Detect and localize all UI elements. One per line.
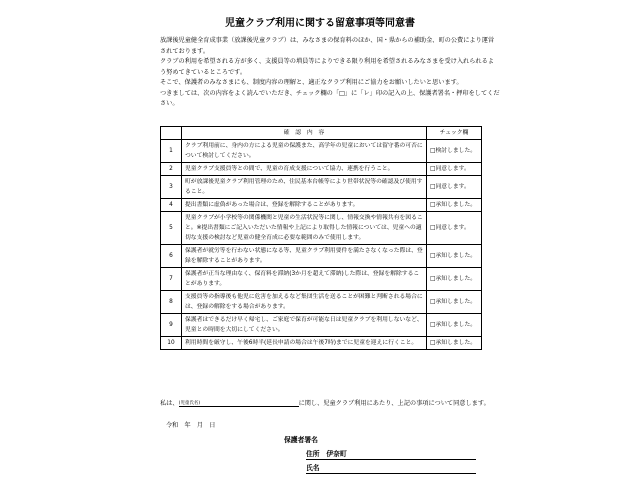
row-checkbox[interactable]: □承知しました。 [427,314,482,337]
row-number: 8 [161,291,182,314]
date-line: 令和 年 月 日 [166,422,216,429]
table-row [161,314,482,337]
row-number: 9 [161,314,182,337]
intro-paragraph: 放課後児童健全育成事業（放課後児童クラブ）は、みなさまの保育料のほか、国・県からの補助金、町の公費により運営されております。 [160,37,495,55]
table-header-row [161,127,482,140]
row-checkbox[interactable]: □同意します。 [427,212,482,245]
table-row [161,163,482,176]
consent-table [160,126,482,350]
table-row [161,212,482,245]
name-field[interactable]: 氏名 [306,462,476,474]
row-text: 支援員等の指導後も他児に危害を加えるなど集団生活を送ることが困難と判断される場合には、登録の解除をする場合があります。 [182,291,427,314]
number-header [161,127,182,140]
document-title: 児童クラブ利用に関する留意事項等同意書 [225,18,415,29]
intro-paragraph: つきましては、次の内容をよく読んでいただき、チェック欄の「□」に「レ」印の記入の上、保護者署名・押印をしてください。 [160,89,500,107]
row-checkbox[interactable]: □承知しました。 [427,245,482,268]
declaration-prefix: 私は、 [160,400,179,407]
row-checkbox[interactable]: □同意します。 [427,163,482,176]
table-row [161,268,482,291]
table-row [161,337,482,350]
row-checkbox[interactable]: □承知しました。 [427,268,482,291]
row-number: 10 [161,337,182,350]
row-text: 利用時間を厳守し、午後6時半(延長申請の場合は午後7時)までに児童を迎えに行くこと。 [182,337,427,350]
row-checkbox[interactable]: □検討しました。 [427,140,482,163]
row-number: 7 [161,268,182,291]
declaration-line [160,398,490,407]
table-row [161,199,482,212]
address-field[interactable]: 住所 伊奈町 [306,448,476,460]
row-checkbox[interactable]: □承知しました。 [427,199,482,212]
table-row [161,245,482,268]
row-checkbox[interactable]: □同意します。 [427,176,482,199]
row-number: 2 [161,163,182,176]
row-text: 児童クラブ支援員等との間で、児童の育成支援について協力、連携を行うこと。 [182,163,427,176]
row-text: 保護者が正当な理由なく、保育料を滞納(3か月を超えて滞納)した際は、登録を解除することがあります。 [182,268,427,291]
check-header: チェック欄 [427,127,482,140]
row-text: 町が放課後児童クラブ利用管理のため、住民基本台帳等により世帯状況等の確認及び使用すること。 [182,176,427,199]
declaration-suffix: に関し、児童クラブ利用にあたり、上記の事項について同意します。 [298,400,490,407]
intro-paragraph: そこで、保護者のみなさまにも、制度内容の理解と、適正なクラブ利用にご協力をお願いしたいと思います。 [160,79,463,86]
row-number: 6 [161,245,182,268]
row-number: 4 [161,199,182,212]
row-checkbox[interactable]: □承知しました。 [427,291,482,314]
row-checkbox[interactable]: □承知しました。 [427,337,482,350]
row-text: 提出書類に虚偽があった場合は、登録を解除することがあります。 [182,199,427,212]
intro-paragraph: クラブの利用を希望される方が多く、支援員等の増員等によりできる限り利用を希望されるみなさまを受け入れられるよう努めてきているところです。 [160,58,494,76]
guardian-signature-heading: 保護者署名 [284,436,318,444]
table-row [161,140,482,163]
table-row [161,291,482,314]
child-name-field[interactable]: (児童氏名) [179,400,299,407]
row-number: 1 [161,140,182,163]
table-row [161,176,482,199]
row-text: 保護者が就労等を行わない状態になる等、児童クラブ利用要件を満たさなくなった際は、登録を解除することがあります。 [182,245,427,268]
intro-text [160,36,500,110]
content-header: 確 認 内 容 [182,127,427,140]
row-text: クラブ利用前に、身内の方による児童の保護また、高学年の児童においては留守番の可否について検討してください。 [182,140,427,163]
row-text: 児童クラブが小学校等の関係機関と児童の生活状況等に関し、情報交換や情報共有を図ること。※提出書類にご記入いただいた情報や上記により取得した情報については、児童への適切な支援の検討など児童の健全育成に必要な範囲のみで使用します。 [182,212,427,245]
row-number: 5 [161,212,182,245]
row-number: 3 [161,176,182,199]
row-text: 保護者はできるだけ早く帰宅し、ご家庭で保育が可能な日は児童クラブを利用しないなど、児童との時間を大切にしてください。 [182,314,427,337]
